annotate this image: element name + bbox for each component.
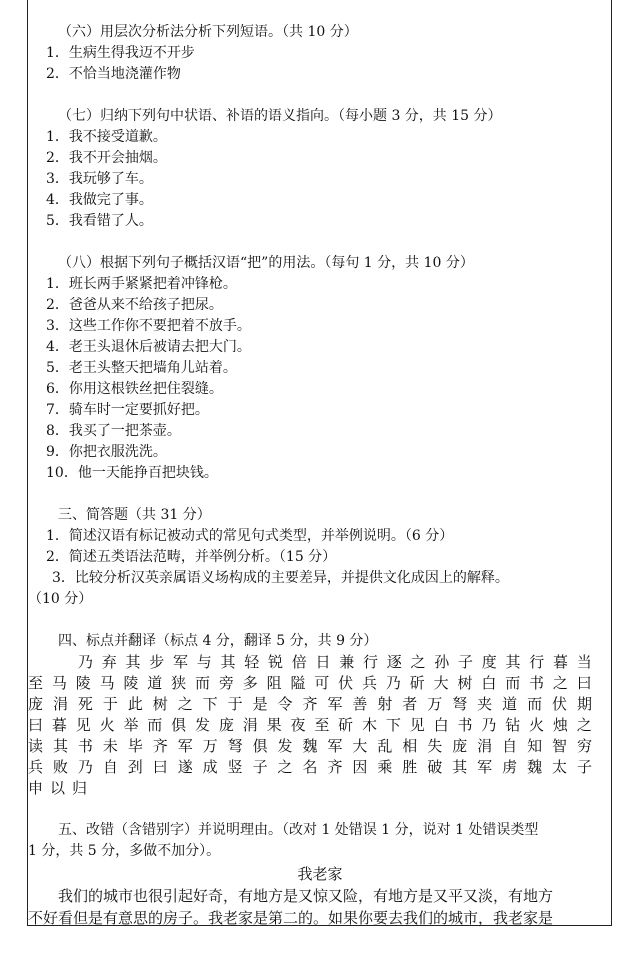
classical-char: 乃 <box>481 716 497 734</box>
classical-char: 度 <box>481 653 497 671</box>
classical-char: 倍 <box>291 653 307 671</box>
classical-char: 伏 <box>552 695 568 713</box>
question-2: 2．简述五类语法范畴，并举例分析。（15 分） <box>46 549 337 565</box>
classical-char: 魏 <box>527 758 543 776</box>
list-item: 5．我看错了人。 <box>46 213 153 229</box>
classical-char: 子 <box>252 758 268 776</box>
classical-char: 相 <box>402 737 418 755</box>
classical-char: 因 <box>352 758 368 776</box>
classical-char: 火 <box>529 716 545 734</box>
classical-line <box>28 673 592 694</box>
list-item: 4．老王头退休后被请去把大门。 <box>46 339 251 355</box>
classical-char: 隘 <box>290 674 306 692</box>
list-item: 9．你把衣服洗洗。 <box>46 444 167 460</box>
classical-char: 军 <box>177 737 193 755</box>
classical-char: 军 <box>327 695 343 713</box>
classical-char: 行 <box>363 653 379 671</box>
classical-char: 钻 <box>505 716 521 734</box>
classical-char: 弃 <box>101 653 117 671</box>
essay-body <box>28 885 602 929</box>
classical-char: 竖 <box>227 758 243 776</box>
classical-char: 大 <box>433 674 449 692</box>
classical-char: 兵 <box>28 758 44 776</box>
question-1: 1．简述汉语有标记被动式的常见句式类型，并举例说明。（6 分） <box>46 528 454 544</box>
classical-char: 陵 <box>75 674 91 692</box>
classical-char: 庞 <box>218 716 234 734</box>
classical-char: 齐 <box>152 737 168 755</box>
classical-char: 而 <box>527 695 543 713</box>
classical-char: 而 <box>505 674 521 692</box>
classical-char: 火 <box>99 716 115 734</box>
classical-char: 子 <box>576 758 592 776</box>
section-4-title: 四、标点并翻译（标点 4 分，翻译 5 分，共 9 分） <box>58 633 378 649</box>
classical-char: 其 <box>52 737 68 755</box>
section-5-title: 五、改错（含错别字）并说明理由。（改对 1 处错误 1 分，说对 1 处错误类型 <box>58 822 539 838</box>
classical-char: 木 <box>362 716 378 734</box>
classical-char: 自 <box>102 758 118 776</box>
classical-char: 日 <box>315 653 331 671</box>
classical-char: 曰 <box>152 758 168 776</box>
classical-char: 而 <box>195 674 211 692</box>
classical-char: 死 <box>77 695 93 713</box>
classical-line <box>28 694 592 715</box>
list-item: 1．班长两手紧紧把着冲锋枪。 <box>46 276 237 292</box>
classical-line <box>28 778 572 799</box>
classical-char: 马 <box>99 674 115 692</box>
list-item: 3．我玩够了车。 <box>46 171 153 187</box>
classical-char: 发 <box>277 737 293 755</box>
list-item: 2．爸爸从来不给孩子把尿。 <box>46 297 223 313</box>
classical-char: 俱 <box>252 737 268 755</box>
section-5-title-cont: 1 分，共 5 分，多做不加分）。 <box>28 843 221 859</box>
classical-char: 乃 <box>385 674 401 692</box>
section-3-title: 三、简答题（共 31 分） <box>58 507 211 523</box>
classical-char: 弩 <box>227 737 243 755</box>
classical-char: 发 <box>195 716 211 734</box>
classical-char: 乘 <box>377 758 393 776</box>
classical-char: 乃 <box>78 653 94 671</box>
question-3: 3．比较分析汉英亲属语义场构成的主要差异，并提供文化成因上的解释。 <box>52 570 509 586</box>
classical-char: 道 <box>147 674 163 692</box>
question-3-score: （10 分） <box>28 591 93 607</box>
classical-line <box>28 757 592 778</box>
classical-char: 善 <box>352 695 368 713</box>
classical-char: 其 <box>505 653 521 671</box>
classical-char: 刭 <box>127 758 143 776</box>
classical-char: 万 <box>427 695 443 713</box>
classical-char: 烛 <box>552 716 568 734</box>
classical-char: 斫 <box>338 716 354 734</box>
classical-char: 之 <box>576 716 592 734</box>
classical-char: 遂 <box>177 758 193 776</box>
classical-char: 夹 <box>477 695 493 713</box>
classical-char: 其 <box>452 758 468 776</box>
classical-char: 其 <box>220 653 236 671</box>
classical-char: 陵 <box>123 674 139 692</box>
classical-char: 书 <box>77 737 93 755</box>
classical-char: 此 <box>127 695 143 713</box>
classical-char: 兵 <box>362 674 378 692</box>
list-item: 1．我不接受道歉。 <box>46 129 167 145</box>
classical-char: 是 <box>252 695 268 713</box>
classical-char: 步 <box>149 653 165 671</box>
classical-char: 齐 <box>327 758 343 776</box>
classical-char: 军 <box>327 737 343 755</box>
essay-line: 不好看但是有意思的房子。我老家是第二的。如果你要去我们的城市，我老家是 <box>28 909 554 927</box>
classical-char: 名 <box>302 758 318 776</box>
classical-char: 书 <box>457 716 473 734</box>
classical-char: 败 <box>52 758 68 776</box>
classical-char: 逐 <box>386 653 402 671</box>
classical-char: 智 <box>552 737 568 755</box>
list-item: 7．骑车时一定要抓好把。 <box>46 402 209 418</box>
classical-char: 穷 <box>576 737 592 755</box>
classical-char: 白 <box>481 674 497 692</box>
classical-char: 申 <box>28 779 44 797</box>
essay-title: 我老家 <box>297 865 343 883</box>
classical-char: 旁 <box>218 674 234 692</box>
classical-char: 失 <box>427 737 443 755</box>
classical-char: 下 <box>202 695 218 713</box>
classical-char: 自 <box>502 737 518 755</box>
classical-char: 破 <box>427 758 443 776</box>
classical-char: 期 <box>576 695 592 713</box>
classical-char: 虏 <box>502 758 518 776</box>
classical-char: 归 <box>72 779 88 797</box>
classical-char: 涓 <box>52 695 68 713</box>
classical-char: 至 <box>28 674 44 692</box>
list-item: 1．生病生得我迈不开步 <box>46 45 195 61</box>
classical-char: 胜 <box>402 758 418 776</box>
classical-char: 军 <box>173 653 189 671</box>
classical-char: 而 <box>147 716 163 734</box>
classical-char: 可 <box>314 674 330 692</box>
classical-char: 军 <box>477 758 493 776</box>
classical-char: 乱 <box>377 737 393 755</box>
classical-char: 马 <box>51 674 67 692</box>
classical-char: 涓 <box>477 737 493 755</box>
classical-char: 太 <box>552 758 568 776</box>
classical-char: 锐 <box>268 653 284 671</box>
classical-line <box>28 736 592 757</box>
list-item: 3．这些工作你不要把着不放手。 <box>46 318 251 334</box>
list-item: 2．我不开会抽烟。 <box>46 150 167 166</box>
classical-char: 之 <box>277 758 293 776</box>
classical-char: 弩 <box>452 695 468 713</box>
classical-char: 之 <box>552 674 568 692</box>
classical-char: 涓 <box>242 716 258 734</box>
classical-char: 于 <box>102 695 118 713</box>
classical-char: 者 <box>402 695 418 713</box>
classical-line <box>28 715 592 736</box>
classical-char: 知 <box>527 737 543 755</box>
classical-char: 见 <box>409 716 425 734</box>
exam-content <box>28 22 602 929</box>
classical-char: 多 <box>242 674 258 692</box>
classical-char: 与 <box>196 653 212 671</box>
classical-char: 之 <box>177 695 193 713</box>
list-item: 5．老王头整天把墙角儿站着。 <box>46 360 237 376</box>
classical-char: 至 <box>314 716 330 734</box>
classical-char: 成 <box>202 758 218 776</box>
classical-char: 狭 <box>171 674 187 692</box>
classical-char: 见 <box>75 716 91 734</box>
classical-char: 下 <box>385 716 401 734</box>
classical-char: 之 <box>410 653 426 671</box>
classical-char: 魏 <box>302 737 318 755</box>
classical-char: 书 <box>529 674 545 692</box>
classical-char: 树 <box>152 695 168 713</box>
classical-line <box>78 652 592 673</box>
classical-char: 万 <box>202 737 218 755</box>
classical-char: 暮 <box>553 653 569 671</box>
classical-char: 曰 <box>576 674 592 692</box>
classical-char: 于 <box>227 695 243 713</box>
classical-char: 行 <box>529 653 545 671</box>
classical-char: 树 <box>457 674 473 692</box>
section-6-title: （六）用层次分析法分析下列短语。（共 10 分） <box>58 24 358 40</box>
classical-char: 庞 <box>452 737 468 755</box>
classical-char: 果 <box>266 716 282 734</box>
classical-char: 子 <box>458 653 474 671</box>
classical-char: 令 <box>277 695 293 713</box>
classical-char: 举 <box>123 716 139 734</box>
classical-char: 白 <box>433 716 449 734</box>
classical-char: 大 <box>352 737 368 755</box>
classical-char: 孙 <box>434 653 450 671</box>
list-item: 10．他一天能挣百把块钱。 <box>46 465 218 481</box>
list-item: 6．你用这根铁丝把住裂缝。 <box>46 381 223 397</box>
list-item: 2．不恰当地浇灌作物 <box>46 66 181 82</box>
classical-char: 暮 <box>51 716 67 734</box>
classical-char: 齐 <box>302 695 318 713</box>
section-7-title: （七）归纳下列句中状语、补语的语义指向。（每小题 3 分，共 15 分） <box>58 108 502 124</box>
essay-line: 我们的城市也很引起好奇，有地方是又惊又险，有地方是又平又淡，有地方 <box>58 887 554 905</box>
classical-char: 夜 <box>290 716 306 734</box>
classical-text <box>28 652 602 799</box>
section-8-title: （八）根据下列句子概括汉语“把”的用法。（每句 1 分，共 10 分） <box>58 255 474 271</box>
classical-char: 兼 <box>339 653 355 671</box>
classical-char: 轻 <box>244 653 260 671</box>
classical-char: 阻 <box>266 674 282 692</box>
classical-char: 曰 <box>28 716 44 734</box>
classical-char: 庞 <box>28 695 44 713</box>
classical-char: 伏 <box>338 674 354 692</box>
list-item: 8．我买了一把茶壶。 <box>46 423 181 439</box>
classical-char: 俱 <box>171 716 187 734</box>
classical-char: 其 <box>125 653 141 671</box>
classical-char: 斫 <box>409 674 425 692</box>
classical-char: 以 <box>50 779 66 797</box>
classical-char: 乃 <box>77 758 93 776</box>
classical-char: 未 <box>102 737 118 755</box>
list-item: 4．我做完了事。 <box>46 192 153 208</box>
classical-char: 射 <box>377 695 393 713</box>
classical-char: 道 <box>502 695 518 713</box>
classical-char: 当 <box>576 653 592 671</box>
classical-char: 读 <box>28 737 44 755</box>
classical-char: 毕 <box>127 737 143 755</box>
